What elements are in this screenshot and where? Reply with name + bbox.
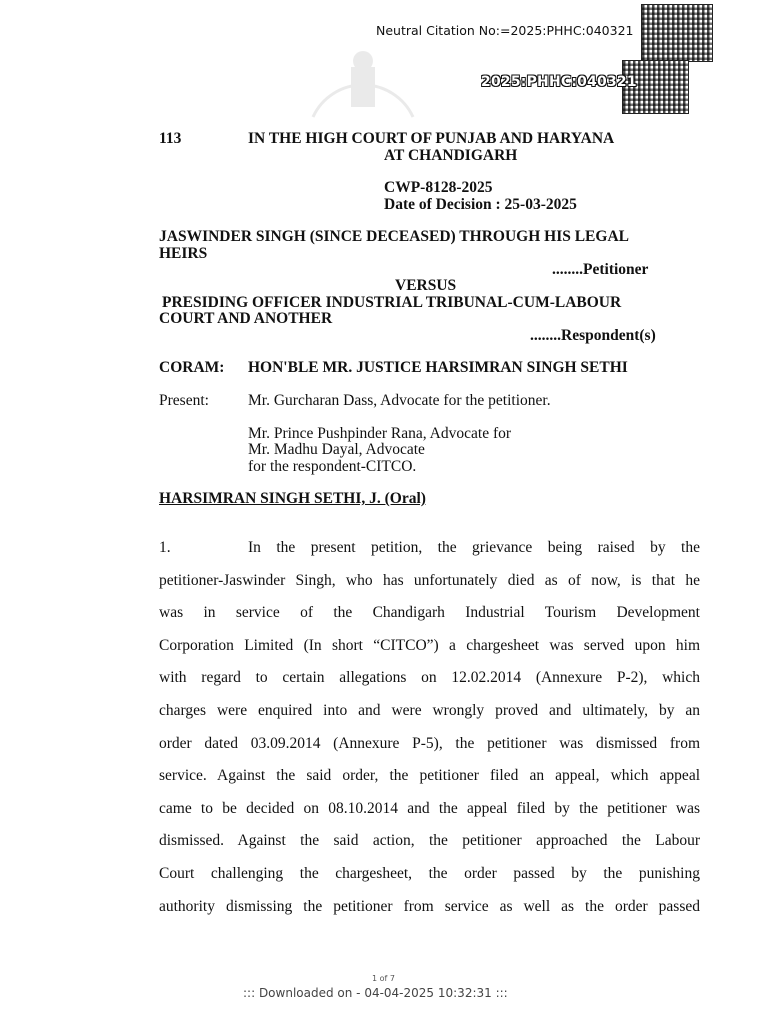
body-line: with regard to certain allegations on 12.02.2014 (Annexure P-2), which: [159, 669, 700, 686]
serial-number: 113: [159, 130, 182, 147]
court-name-line2: AT CHANDIGARH: [384, 147, 518, 164]
body-line: charges were enquired into and were wrongly proved and ultimately, by an: [159, 702, 700, 719]
respondent-label: ........Respondent(s): [530, 327, 656, 344]
body-line: Corporation Limited (In short “CITCO”) a chargesheet was served upon him: [159, 637, 700, 654]
present-counsel-respondent-line3: for the respondent-CITCO.: [248, 458, 417, 475]
present-counsel-petitioner: Mr. Gurcharan Dass, Advocate for the petitioner.: [248, 392, 551, 409]
paragraph-number: 1.: [159, 539, 171, 556]
coram-judge: HON'BLE MR. JUSTICE HARSIMRAN SINGH SETHI: [248, 359, 628, 376]
body-line: authority dismissing the petitioner from service as well as the order passed: [159, 898, 700, 915]
present-label: Present:: [159, 392, 209, 409]
petitioner-name-line1: JASWINDER SINGH (SINCE DECEASED) THROUGH HIS LEGAL: [159, 228, 629, 245]
present-counsel-respondent-line2: Mr. Madhu Dayal, Advocate: [248, 441, 425, 458]
body-line: order dated 03.09.2014 (Annexure P-5), the petitioner was dismissed from: [159, 735, 700, 752]
page-number: 1 of 7: [372, 974, 395, 983]
body-line: service. Against the said order, the petitioner filed an appeal, which appeal: [159, 767, 700, 784]
body-line: dismissed. Against the said action, the petitioner approached the Labour: [159, 832, 700, 849]
body-line: came to be decided on 08.10.2014 and the appeal filed by the petitioner was: [159, 800, 700, 817]
court-emblem-watermark: [293, 37, 433, 127]
present-counsel-respondent-line1: Mr. Prince Pushpinder Rana, Advocate for: [248, 425, 512, 442]
case-number: CWP-8128-2025: [384, 179, 493, 196]
body-line: petitioner-Jaswinder Singh, who has unfortunately died as of now, is that he: [159, 572, 700, 589]
versus: VERSUS: [395, 277, 457, 294]
decision-date: Date of Decision : 25-03-2025: [384, 196, 577, 213]
download-stamp: ::: Downloaded on - 04-04-2025 10:32:31 :::: [243, 986, 508, 1000]
court-name-line1: IN THE HIGH COURT OF PUNJAB AND HARYANA: [248, 130, 615, 147]
neutral-citation: Neutral Citation No:=2025:PHHC:040321: [376, 23, 634, 38]
citation-code: 2025:PHHC:040321: [481, 74, 637, 90]
respondent-name-line1: PRESIDING OFFICER INDUSTRIAL TRIBUNAL-CUM-LABOUR: [162, 294, 622, 311]
petitioner-name-line2: HEIRS: [159, 245, 208, 262]
coram-label: CORAM:: [159, 359, 225, 376]
respondent-name-line2: COURT AND ANOTHER: [159, 310, 333, 327]
body-line: was in service of the Chandigarh Industrial Tourism Development: [159, 604, 700, 621]
judgment-author: HARSIMRAN SINGH SETHI, J. (Oral): [159, 490, 426, 507]
petitioner-label: ........Petitioner: [552, 261, 649, 278]
body-line: In the present petition, the grievance being raised by the: [248, 539, 700, 556]
qr-code-icon: [641, 4, 713, 62]
body-line: Court challenging the chargesheet, the order passed by the punishing: [159, 865, 700, 882]
